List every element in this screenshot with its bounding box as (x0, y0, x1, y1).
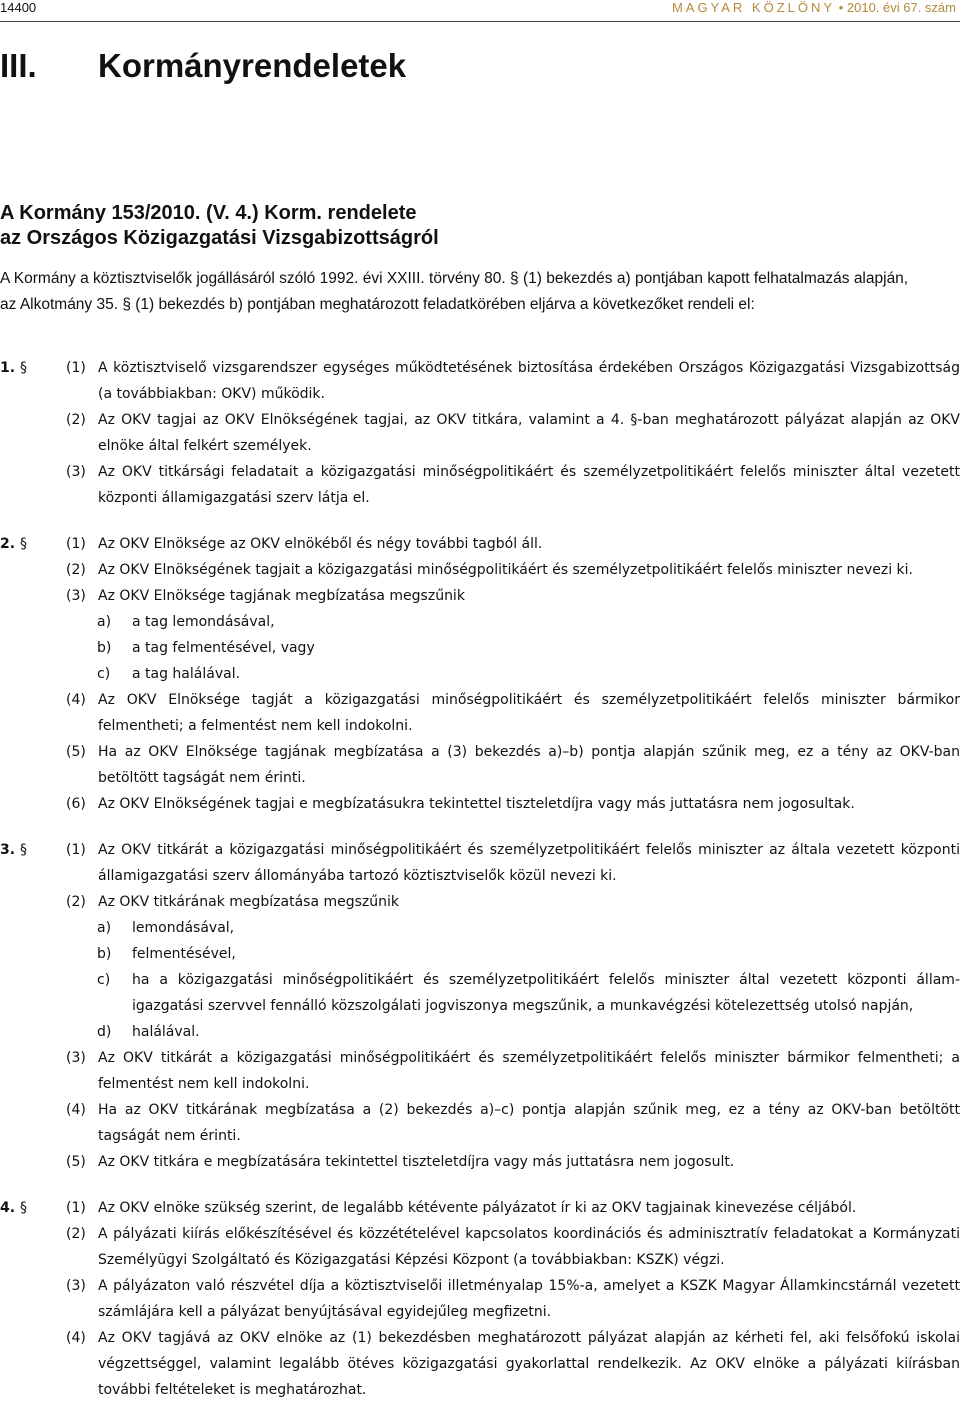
paragraph-text: A pályázati kiírás előkészítésével és közzétételével kapcsolatos koordinációs és adminisztratív feladatokat a Kormányzati Személyügyi Szolgáltató és Közigazgatási Képzési Központ (a továbbiakban: KSZK) végzi. (98, 1226, 960, 1268)
list-item-text: halálával. (132, 1024, 200, 1040)
paragraph-text: Az OKV Elnökségének tagjai e megbízatásukra tekintettel tiszteletdíjra vagy más juttatásra nem jogosultak. (98, 796, 855, 812)
paragraph-number: (6) (66, 796, 86, 812)
section-4 (0, 1195, 960, 1403)
paragraph (0, 1273, 960, 1325)
page-number: 14400 (0, 0, 37, 15)
list-item-letter: d) (97, 1024, 112, 1040)
paragraph-text: Az OKV elnöke szükség szerint, de legalább kétévente pályázatot ír ki az OKV tagjainak kinevezése céljából. (98, 1200, 857, 1216)
paragraph-text: Az OKV titkárát a közigazgatási minőségpolitikáért és személyzetpolitikáért felelős miniszter az általa vezetett központi államigazgatási szerv állományába tartozó köztisztviselők közül nevezi ki. (98, 842, 960, 884)
list-item-text: a tag halálával. (132, 666, 241, 682)
paragraph-number: (5) (66, 1154, 86, 1170)
section-2 (0, 531, 960, 817)
list-item (0, 915, 960, 941)
paragraph (0, 687, 960, 739)
paragraph-number: (1) (66, 360, 86, 376)
preamble-line-1: A Kormány a köztisztviselők jogállásáról szóló 1992. évi XXIII. törvény 80. § (1) bekezdés a) pontjában kapott felhatalmazás alapján, (0, 270, 909, 287)
paragraph-number: (4) (66, 1102, 86, 1118)
list-item (0, 609, 960, 635)
paragraph (0, 407, 960, 459)
document-body (0, 355, 960, 1423)
list-item (0, 941, 960, 967)
list-item-text: a tag felmentésével, vagy (132, 640, 315, 656)
paragraph-number: (1) (66, 842, 86, 858)
list-item (0, 967, 960, 1019)
list-item-letter: b) (97, 640, 112, 656)
paragraph-text: Az OKV Elnöksége tagjának megbízatása megszűnik (98, 588, 465, 604)
paragraph-number: (1) (66, 1200, 86, 1216)
section-number: 2. (0, 536, 16, 552)
paragraph-number: (4) (66, 1330, 86, 1346)
paragraph (0, 557, 960, 583)
list-item-letter: b) (97, 946, 112, 962)
paragraph-number: (2) (66, 1226, 86, 1242)
paragraph (0, 889, 960, 915)
list-item-text: felmentésével, (132, 946, 236, 962)
list-item-text: lemondásával, (132, 920, 235, 936)
paragraph-text: Ha az OKV titkárának megbízatása a (2) bekezdés a)–c) pontja alapján szűnik meg, ez a tény az OKV-ban betöltött tagságát nem érinti. (98, 1102, 960, 1144)
section-1 (0, 355, 960, 511)
list-item-letter: a) (97, 920, 112, 936)
section-number: 4. (0, 1200, 16, 1216)
paragraph-text: A köztisztviselő vizsgarendszer egységes működtetésének biztosítása érdekében Országos Közigazgatási Vizsgabizottság (a továbbiakban: OKV) működik. (98, 360, 960, 402)
list-item-letter: c) (97, 666, 111, 682)
journal-name: MAGYAR KÖZLÖNY (671, 0, 836, 15)
paragraph-number: (3) (66, 1278, 86, 1294)
paragraph-text: A pályázaton való részvétel díja a köztisztviselői illetményalap 15%-a, amelyet a KSZK Magyar Államkincstárnál vezetett számlájára kell a pályázat benyújtásával egyidejűleg megfizetni. (98, 1278, 960, 1320)
paragraph (0, 355, 960, 407)
paragraph (0, 1221, 960, 1273)
section-symbol: § (20, 536, 27, 552)
preamble (0, 266, 960, 318)
list-item-text: ha a közigazgatási minőségpolitikáért és személyzetpolitikáért felelős miniszter által vezetett központi államigazgatási szervvel fennálló közszolgálati jogviszonya megszűnik, a munkavégzési kötelezettség utolsó napján, (132, 972, 960, 1014)
paragraph-text: Az OKV titkára e megbízatására tekintettel tiszteletdíjra vagy más juttatásra nem jogosult. (98, 1154, 735, 1170)
chapter-title: Kormányrendeletek (98, 47, 407, 84)
section-number: 1. (0, 360, 16, 376)
section-number: 3. (0, 842, 16, 858)
chapter-number: III. (0, 47, 37, 84)
list-item (0, 661, 960, 687)
paragraph (0, 531, 960, 557)
paragraph (0, 459, 960, 511)
issue-label: 2010. évi 67. szám (846, 0, 956, 15)
paragraph-text: Az OKV titkárának megbízatása megszűnik (98, 894, 400, 910)
paragraph-number: (2) (66, 412, 86, 428)
paragraph (0, 583, 960, 609)
paragraph-number: (2) (66, 562, 86, 578)
paragraph (0, 1097, 960, 1149)
section-symbol: § (20, 842, 27, 858)
list-item (0, 1019, 960, 1045)
paragraph-text: Az OKV Elnökségének tagjait a közigazgatási minőségpolitikáért és személyzetpolitikáért felelős miniszter nevezi ki. (98, 562, 913, 578)
section-3 (0, 837, 960, 1175)
preamble-line-2: az Alkotmány 35. § (1) bekezdés b) pontjában meghatározott feladatkörében eljárva a következőket rendeli el: (0, 296, 755, 313)
paragraph (0, 1325, 960, 1403)
paragraph-text: Ha az OKV Elnöksége tagjának megbízatása a (3) bekezdés a)–b) pontja alapján szűnik meg, ez a tény az OKV-ban betöltött tagságát nem érinti. (98, 744, 960, 786)
regulation-title-line-2: az Országos Közigazgatási Vizsgabizottságról (0, 227, 439, 249)
paragraph-number: (5) (66, 744, 86, 760)
journal-issue (672, 0, 956, 15)
paragraph-number: (3) (66, 464, 86, 480)
paragraph (0, 739, 960, 791)
paragraph (0, 837, 960, 889)
paragraph-number: (4) (66, 692, 86, 708)
list-item-text: a tag lemondásával, (132, 614, 275, 630)
section-symbol: § (20, 1200, 27, 1216)
bullet-separator: • (838, 0, 844, 15)
paragraph-text: Az OKV titkársági feladatait a közigazgatási minőségpolitikáért és személyzetpolitikáért felelős miniszter által vezetett központi államigazgatási szerv látja el. (98, 464, 960, 506)
paragraph-number: (1) (66, 536, 86, 552)
regulation-title-line-1: A Kormány 153/2010. (V. 4.) Korm. rendelete (0, 202, 417, 224)
paragraph (0, 791, 960, 817)
paragraph (0, 1149, 960, 1175)
paragraph (0, 1195, 960, 1221)
paragraph-text: Az OKV titkárát a közigazgatási minőségpolitikáért és személyzetpolitikáért felelős miniszter bármikor felmentheti; a felmentést nem kell indokolni. (98, 1050, 960, 1092)
paragraph (0, 1045, 960, 1097)
list-item-letter: c) (97, 972, 111, 988)
section-symbol: § (20, 360, 27, 376)
page-header (0, 0, 960, 15)
paragraph-text: Az OKV Elnöksége tagját a közigazgatási minőségpolitikáért és személyzetpolitikáért felelős miniszter bármikor felmentheti; a felmentést nem kell indokolni. (98, 692, 960, 734)
paragraph-text: Az OKV Elnöksége az OKV elnökéből és négy további tagból áll. (98, 536, 543, 552)
paragraph-number: (3) (66, 1050, 86, 1066)
list-item (0, 635, 960, 661)
paragraph-text: Az OKV tagjai az OKV Elnökségének tagjai, az OKV titkára, valamint a 4. §-ban meghatározott pályázat alapján az OKV elnöke által felkért személyek. (98, 412, 960, 454)
header-rule (0, 21, 960, 22)
paragraph-number: (2) (66, 894, 86, 910)
list-item-letter: a) (97, 614, 112, 630)
paragraph-number: (3) (66, 588, 86, 604)
paragraph-text: Az OKV tagjává az OKV elnöke az (1) bekezdésben meghatározott pályázat alapján az kérheti fel, aki felsőfokú iskolai végzettséggel, valamint legalább ötéves közigazgatási gyakorlattal rendelkezik. Az OKV elnöke a pályázati kiírásban további feltételeket is meghatározhat. (98, 1330, 960, 1398)
regulation-title (0, 201, 439, 251)
